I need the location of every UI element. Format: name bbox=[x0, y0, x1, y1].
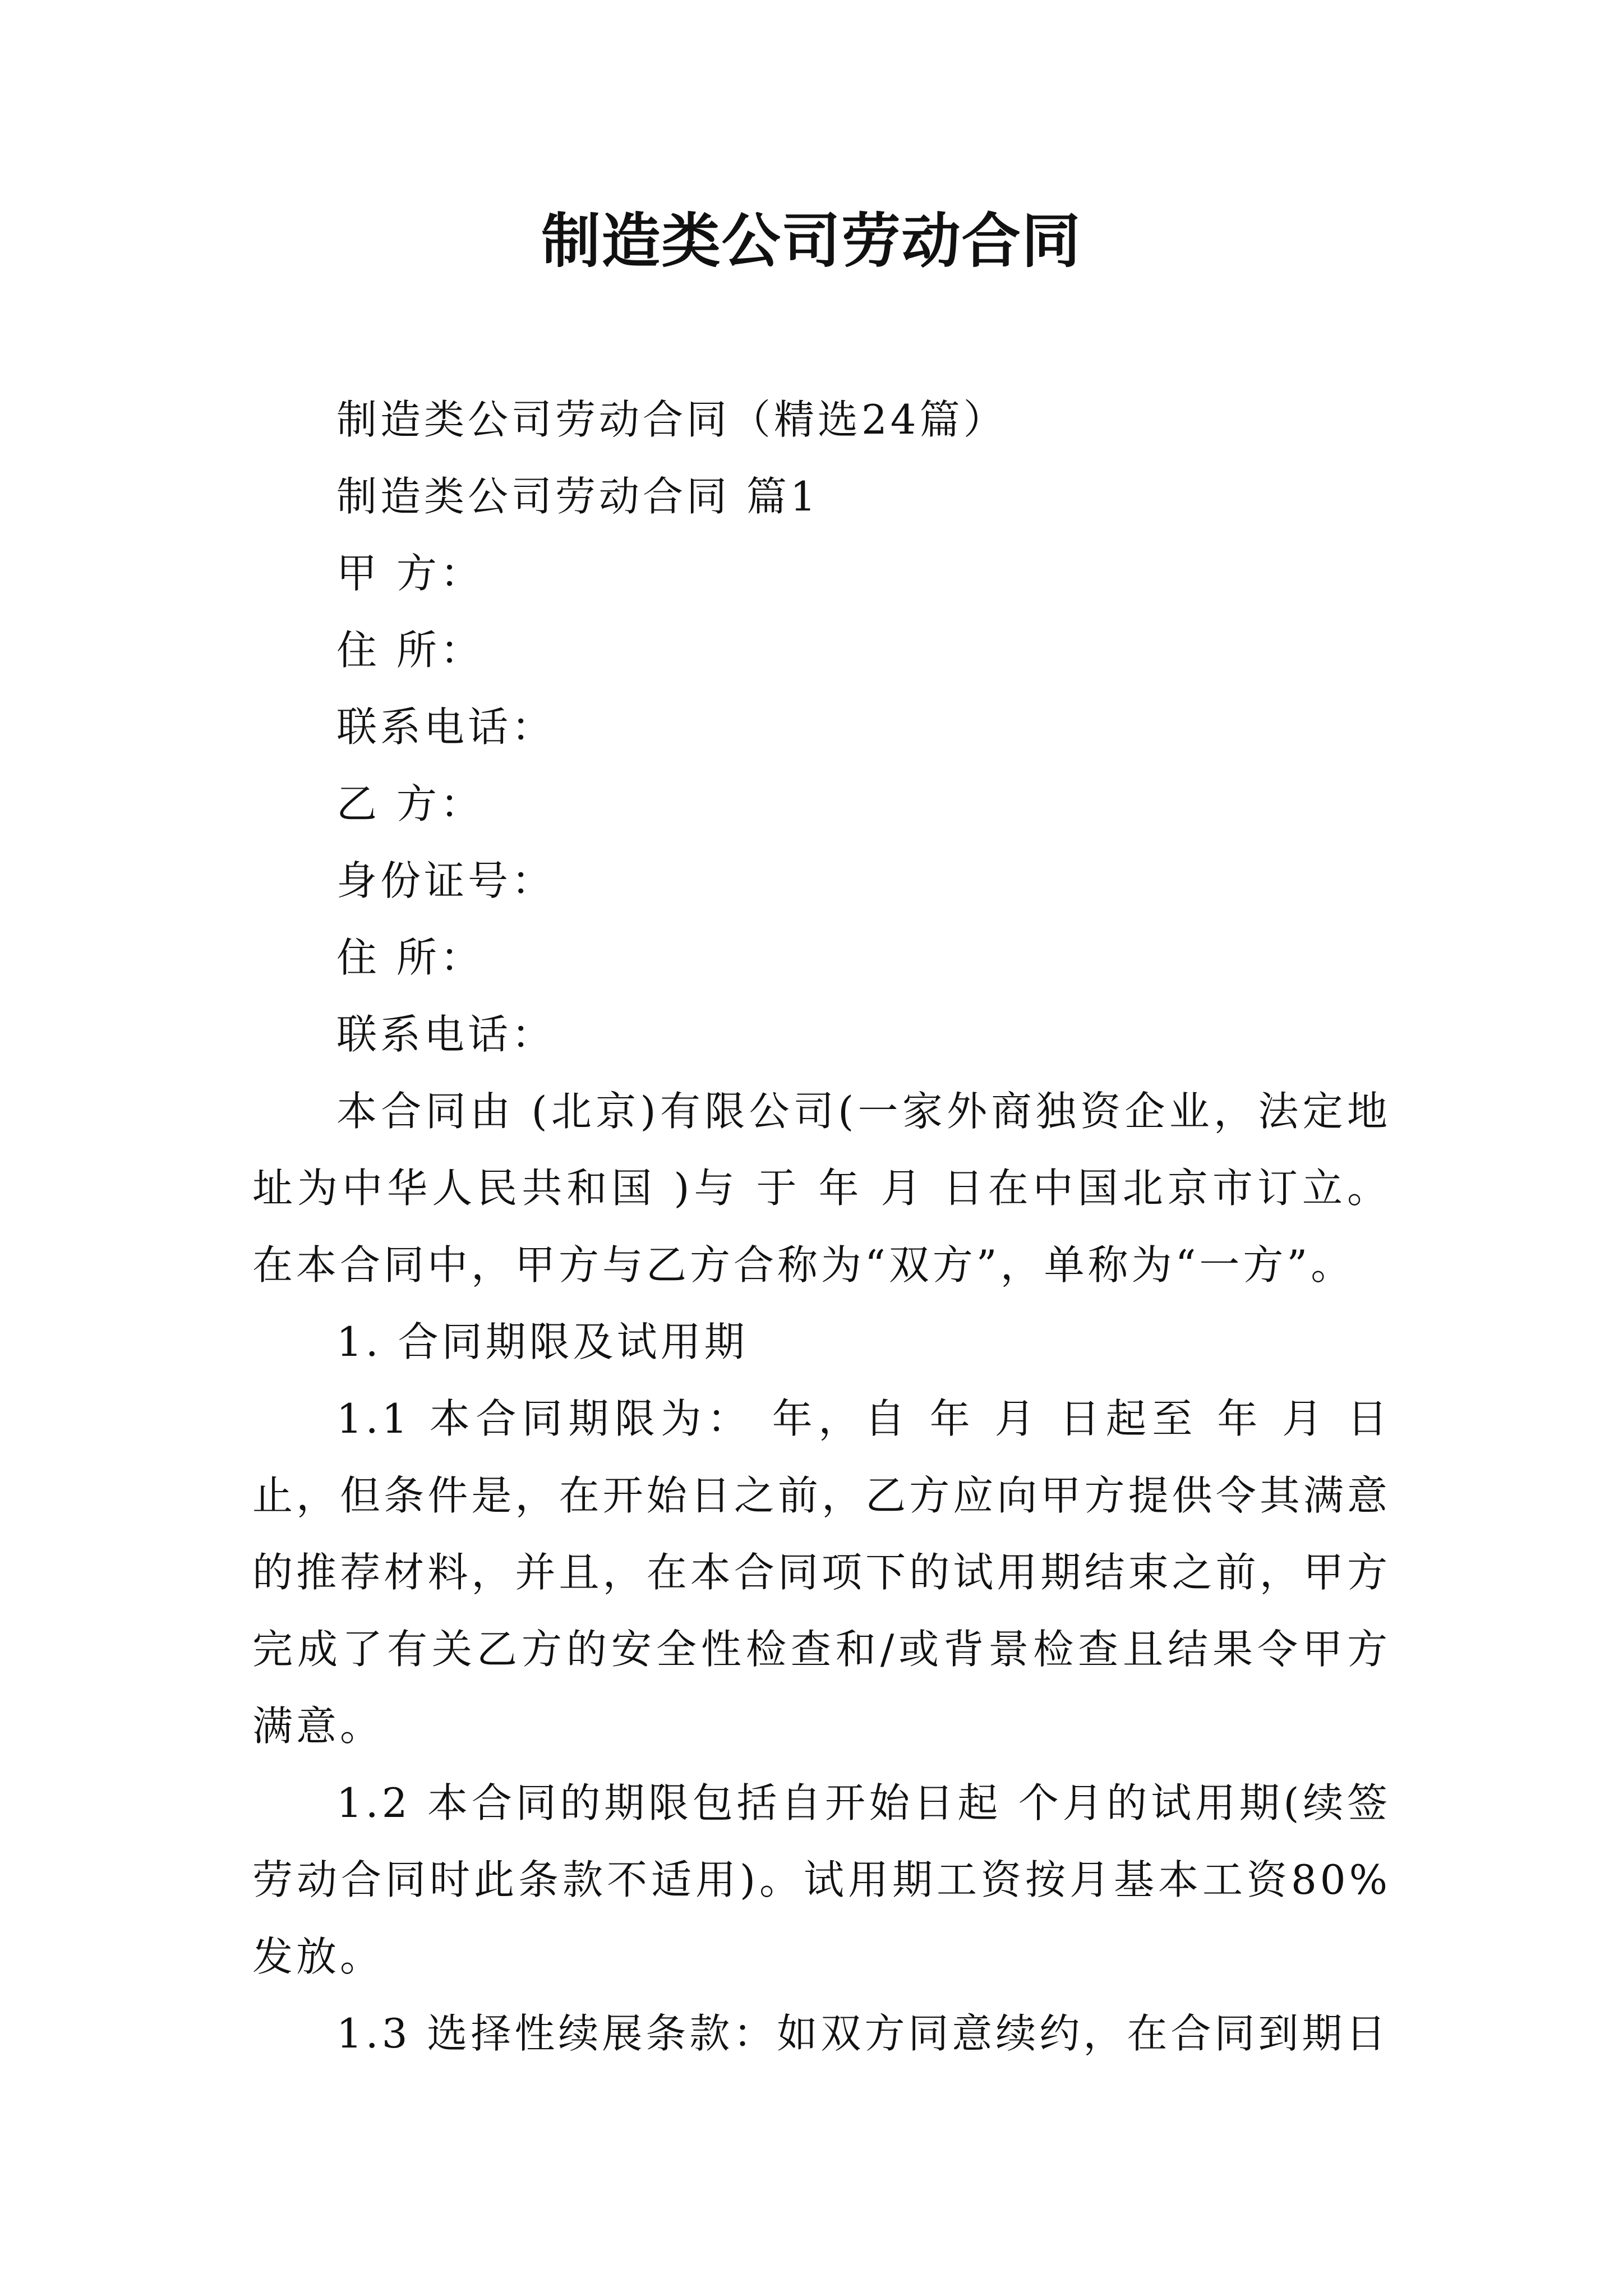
clause-1-3: 1.3 选择性续展条款：如双方同意续约，在合同到期日 bbox=[336, 2010, 1390, 2057]
field-party-a-address: 住 所： bbox=[336, 627, 484, 674]
clause-heading-1: 1. 合同期限及试用期 bbox=[336, 1318, 748, 1365]
clause-1-2: 1.2 本合同的期限包括自开始日起 个月的试用期(续签劳动合同时此条款不适用)。试用期工资按月基本工资80%发放。 bbox=[252, 1779, 1391, 1980]
clause-1-1: 1.1 本合同期限为： 年，自 年 月 日起至 年 月 日止，但条件是，在开始日之前，乙方应向甲方提供令其满意的推荐材料，并且，在本合同项下的试用期结束之前，甲方完成了有关乙方的安全性检查和/或背景检查且结果令甲方满意。 bbox=[252, 1395, 1391, 1750]
field-party-b-phone: 联系电话： bbox=[336, 1011, 556, 1058]
field-party-b-address: 住 所： bbox=[336, 934, 484, 981]
paragraph-preamble: 本合同由 (北京)有限公司(一家外商独资企业，法定地址为中华人民共和国 )与 于 年 月 日在中国北京市订立。在本合同中，甲方与乙方合称为“双方”，单称为“一方”。 bbox=[252, 1088, 1391, 1289]
field-party-a: 甲 方： bbox=[336, 550, 484, 597]
field-party-b-id: 身份证号： bbox=[336, 857, 556, 904]
document-title: 制造类公司劳动合同 bbox=[541, 207, 1082, 275]
field-party-b: 乙 方： bbox=[336, 780, 484, 827]
document-body bbox=[252, 381, 1391, 2072]
paragraph-section-heading: 制造类公司劳动合同 篇1 bbox=[336, 473, 819, 520]
paragraph-subtitle: 制造类公司劳动合同（精选24篇） bbox=[336, 396, 1007, 443]
field-party-a-phone: 联系电话： bbox=[336, 703, 556, 751]
